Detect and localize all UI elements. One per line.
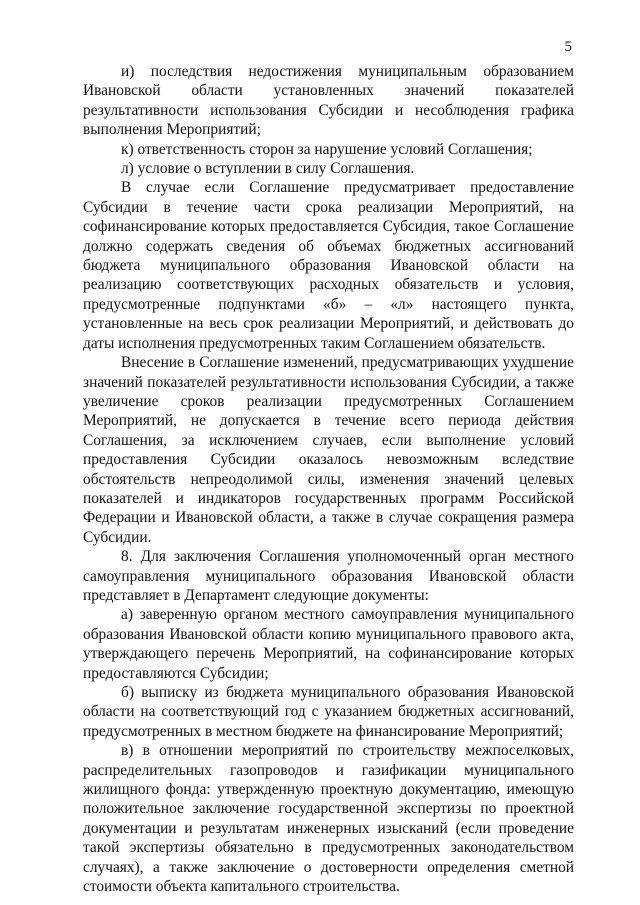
paragraph-item-i: и) последствия недостижения муниципальным образованием Ивановской области установленных значений показателей результативности использования Субсидии и несоблюдения графика выполнения Мероприятий; [83,63,574,139]
paragraph-amendments: Внесение в Соглашение изменений, предусматривающих ухудшение значений показателей результативности использования Субсидии, а также увеличение сроков реализации предусмотренных Соглашением Мероприятий, не допускается в течение всего периода действия Соглашения, за исключением случаев, если выполнение условий предоставления Субсидии оказалось невозможным вследствие обстоятельств непреодолимой силы, изменения значений целевых показателей и индикаторов государственных программ Российской Федерации и Ивановской области, а также в случае сокращения размера Субсидии. [83,354,574,546]
paragraph-item-k: к) ответственность сторон за нарушение условий Соглашения; [121,140,533,158]
paragraph-partial-term-agreement: В случае если Соглашение предусматривает предоставление Субсидии в течение части срока реализации Мероприятий, на софинансирование которых предоставляется Субсидия, такое Соглашение должно содержать сведения об объемах бюджетных ассигнований бюджета муниципального образования Ивановской области на реализацию соответствующих расходных обязательств и условия, предусмотренные подпунктами «б» – «л» настоящего пункта, установленные на весь срок реализации Мероприятий, и действовать до даты исполнения предусмотренных таким Соглашением обязательств. [83,179,574,352]
paragraph-item-a: а) заверенную органом местного самоуправления муниципального образования Ивановской области копию муниципального правового акта, утверждающего перечень Мероприятий, на софинансирование которых предоставляются Субсидии; [83,606,574,682]
page-number: 5 [564,39,572,55]
paragraph-item-l: л) условие о вступлении в силу Соглашения. [121,160,415,178]
paragraph-item-b: б) выписку из бюджета муниципального образования Ивановской области на соответствующий год с указанием бюджетных ассигнований, предусмотренных в местном бюджете на финансирование Мероприятий; [83,684,574,740]
document-body [83,62,574,896]
paragraph-section-8: 8. Для заключения Соглашения уполномоченный орган местного самоуправления муниципального образования Ивановской области представляет в Департамент следующие документы: [83,548,574,604]
paragraph-item-v: в) в отношении мероприятий по строительству межпоселковых, распределительных газопроводов и газификации муниципального жилищного фонда: утвержденную проектную документацию, имеющую положительное заключение государственной экспертизы по проектной документации и результатам инженерных изысканий (если проведение такой экспертизы обязательно в предусмотренных законодательством случаях), а также заключение о достоверности определения сметной стоимости объекта капитального строительства. [83,742,574,896]
